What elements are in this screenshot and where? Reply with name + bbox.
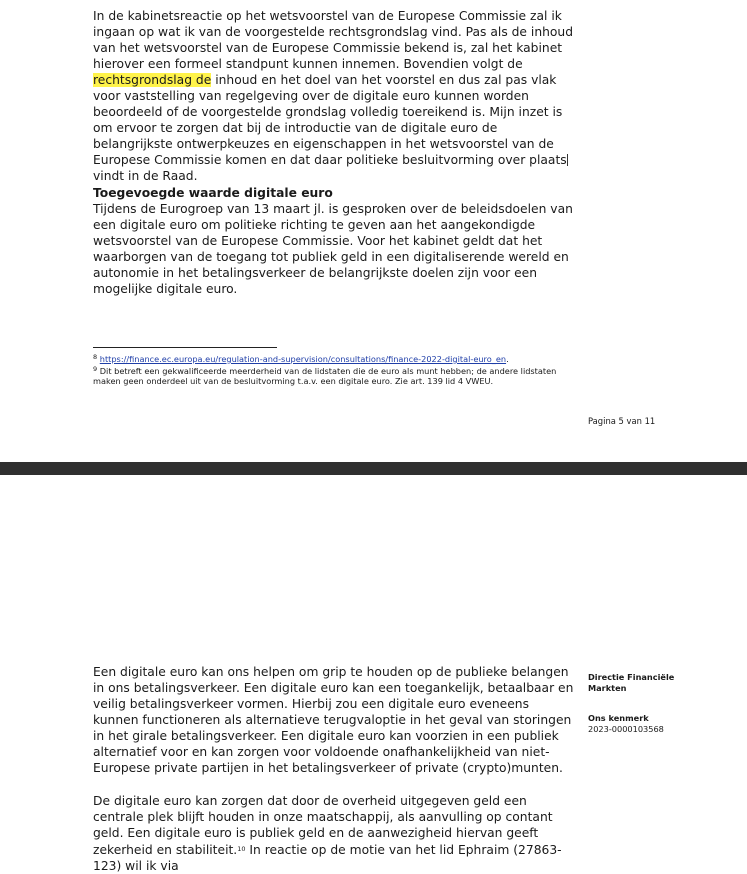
text-cursor: [567, 154, 568, 166]
footnote-divider: [93, 347, 277, 348]
sidebar-directorate: Directie Financiële Markten: [588, 672, 675, 693]
footnote-8: $^8$ https://finance.ec.europa.eu/regulation-and-supervision/consultations/finance-2022-digital-euro_en.: [93, 353, 509, 364]
footnote-link[interactable]: https://finance.ec.europa.eu/regulation-and-supervision/consultations/finance-2022-digital-euro_en: [99, 354, 507, 364]
footnote-ref-10: 10: [237, 845, 246, 853]
highlighted-text[interactable]: rechtsgrondslag de: [93, 73, 212, 87]
page-number: Pagina 5 van 11: [588, 416, 656, 426]
page-separator: [0, 462, 747, 475]
document-page-6: [0, 475, 747, 873]
paragraph-public-interest: Een digitale euro kan ons helpen om grip te houden op de publieke belangen in ons betalingsverkeer. Een digitale euro kan een toegankelijk, betaalbaar en veilig betalingsverkeer vormen. Hierbij zou een digitale euro eveneens kunnen functioneren als alternatieve terugvaloptie in het geval van storingen in het girale betalingsverkeer. Een digitale euro kan voorzien in een publiek alternatief voor en kan zorgen voor voldoende onafhankelijkheid van niet-Europese private partijen in het betalingsverkeer of private (crypto)munten.: [93, 665, 574, 775]
paragraph-eurogroup: Tijdens de Eurogroep van 13 maart jl. is gesproken over de beleidsdoelen van een digitale euro om politieke richting te geven aan het aangekondigde wetsvoorstel van de Europese Commissie. Voor het kabinet geldt dat het waarborgen van de toegang tot publiek geld in een digitaliserende wereld en autonomie in het betalingsverkeer de belangrijkste doelen zijn voor een mogelijke digitale euro.: [93, 202, 573, 296]
footnote-9: $^9$ Dit betreft een gekwalificeerde meerderheid van de lidstaten die de euro als munt hebben; de andere lidstaten maken geen onderdeel uit van de besluitvorming t.a.v. een digitale euro. Zie art. 139 lid 4 VWEU.: [93, 365, 557, 386]
section-heading: Toegevoegde waarde digitale euro: [93, 186, 333, 200]
footnotes: [93, 352, 573, 386]
paragraph-public-money: De digitale euro kan zorgen dat door de overheid uitgegeven geld een centrale plek blijft houden in onze maatschappij, als aanvulling op contant geld. Een digitale euro is publiek geld en de aanwezigheid hiervan geeft zekerheid en stabiliteit.$^{10}$ In reactie op de motie van het lid Ephraim (27863-123) wil ik via: [93, 794, 562, 873]
paragraph-legal-basis: In de kabinetsreactie op het wetsvoorstel van de Europese Commissie zal ik ingaan op wat ik van de voorgestelde rechtsgrondslag vind. Pas als de inhoud van het wetsvoorstel van de Europese Commissie bekend is, zal het kabinet hierover een formeel standpunt kunnen innemen. Bovendien volgt de rechtsgrondslag de inhoud en het doel van het voorstel en dus zal pas vlak voor vaststelling van regelgeving over de digitale euro kunnen worden beoordeeld of de voorgestelde grondslag volledig toereikend is. Mijn inzet is om ervoor te zorgen dat bij de introductie van de digitale euro de belangrijkste ontwerpkeuzes en eigenschappen in het wetsvoorstel van de Europese Commissie komen en dat daar politieke besluitvorming over plaatsvindt in de Raad.: [93, 9, 574, 183]
sidebar-reference: Ons kenmerk 2023-0000103568: [588, 713, 664, 734]
